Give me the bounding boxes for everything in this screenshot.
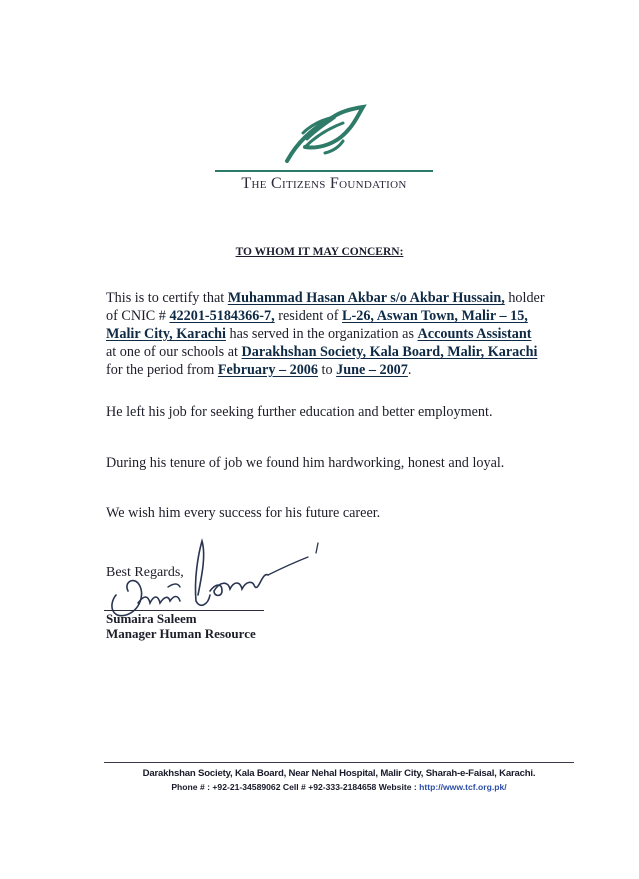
text: resident of bbox=[274, 308, 343, 324]
school-location: Darakhshan Society, Kala Board, Malir, Karachi bbox=[241, 344, 538, 360]
closing-regards: Best Regards, bbox=[106, 565, 184, 580]
website-link[interactable]: http://www.tcf.org.pk/ bbox=[419, 782, 507, 792]
body-line-3 bbox=[106, 326, 531, 343]
website-label: Website : bbox=[376, 782, 420, 792]
text: has served in the organization as bbox=[225, 326, 418, 342]
employee-name: Muhammad Hasan Akbar s/o Akbar Hussain, bbox=[227, 290, 505, 306]
text: to bbox=[317, 362, 337, 378]
cnic-number: 42201-5184366-7, bbox=[169, 308, 275, 324]
text: of CNIC # bbox=[106, 308, 170, 324]
paragraph-wishes: We wish him every success for his future career. bbox=[106, 505, 381, 521]
signer-name: Sumaira Saleem bbox=[106, 611, 197, 626]
body-line-4 bbox=[106, 344, 537, 361]
signer-title: Manager Human Resource bbox=[106, 626, 256, 641]
paragraph-reason: He left his job for seeking further education and better employment. bbox=[106, 404, 493, 420]
text: at one of our schools at bbox=[106, 344, 242, 360]
phone-number: +92-21-34589062 bbox=[212, 782, 281, 792]
cell-label: Cell # bbox=[280, 782, 309, 792]
cell-number: +92-333-2184658 bbox=[308, 782, 377, 792]
phone-label: Phone # : bbox=[171, 782, 213, 792]
job-title: Accounts Assistant bbox=[417, 326, 532, 342]
footer-address: Darakhshan Society, Kala Board, Near Nehal Hospital, Malir City, Sharah-e-Faisal, Karachi. bbox=[142, 768, 536, 779]
body-line-2 bbox=[106, 308, 528, 325]
footer-contacts bbox=[104, 782, 574, 792]
organization-name: The Citizens Foundation bbox=[241, 175, 407, 192]
paragraph-tenure: During his tenure of job we found him hardworking, honest and loyal. bbox=[106, 455, 505, 471]
text: holder bbox=[504, 290, 545, 306]
text: . bbox=[407, 362, 412, 378]
header-divider bbox=[215, 170, 433, 172]
address-part-2: Malir City, Karachi bbox=[106, 326, 226, 342]
address-part-1: L-26, Aswan Town, Malir – 15, bbox=[342, 308, 528, 324]
text: This is to certify that bbox=[106, 290, 228, 306]
start-date: February – 2006 bbox=[217, 362, 318, 378]
body-line-5 bbox=[106, 362, 411, 379]
letter-subject: TO WHOM IT MAY CONCERN: bbox=[235, 246, 404, 258]
end-date: June – 2007 bbox=[336, 362, 408, 378]
leaf-icon bbox=[277, 103, 367, 165]
text: for the period from bbox=[106, 362, 218, 378]
footer-divider bbox=[104, 762, 574, 763]
body-line-1 bbox=[106, 290, 545, 307]
